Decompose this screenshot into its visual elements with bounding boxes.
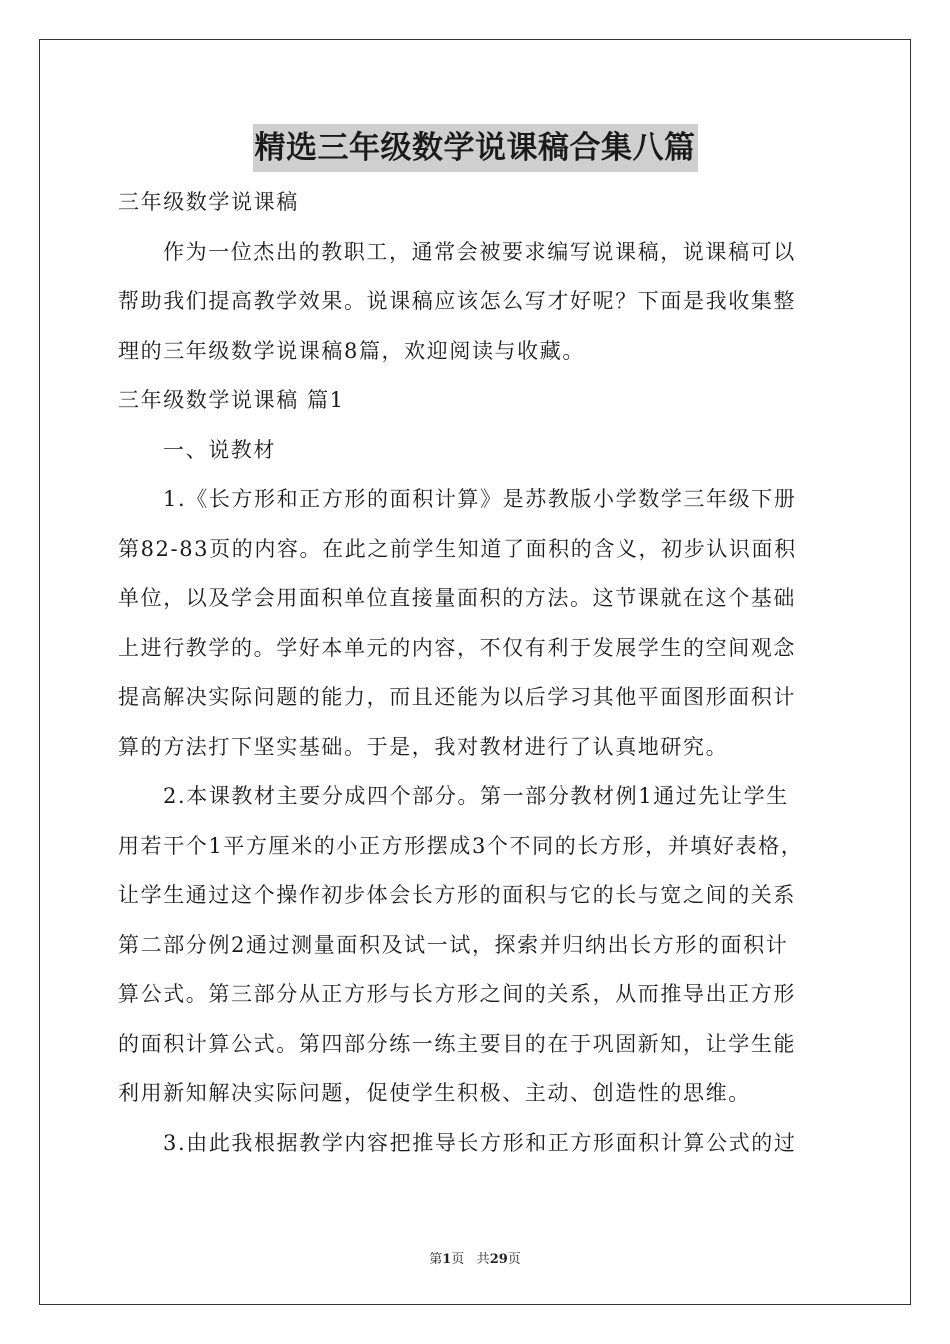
text-line: 理的三年级数学说课稿8篇，欢迎阅读与收藏。 [118,338,585,363]
text-line: 2.本课教材主要分成四个部分。第一部分教材例1通过先让学生 [163,784,789,808]
text-line: 1.《长方形和正方形的面积计算》是苏教版小学数学三年级下册 [163,487,797,511]
page-number: 1 [442,1252,452,1267]
text-line: 算公式。第三部分从正方形与长方形之间的关系，从而推导出正方形 [118,982,796,1006]
text-line: 三年级数学说课稿 篇1 [118,388,345,412]
text-line: 一、说教材 [163,437,276,462]
total-suffix: 页 [507,1252,521,1267]
text-line: 第82-83页的内容。在此之前学生知道了面积的含义，初步认识面积 [118,536,797,561]
total-pages: 29 [489,1252,508,1267]
text-line: 的面积计算公式。第四部分练一练主要目的在于巩固新知，让学生能 [118,1031,796,1056]
text-line: 让学生通过这个操作初步体会长方形的面积与它的长与宽之间的关系 [118,883,796,907]
title-wrap [0,124,950,172]
text-line: 帮助我们提高教学效果。说课稿应该怎么写才好呢？下面是我收集整 [118,289,796,313]
text-line: 提高解决实际问题的能力，而且还能为以后学习其他平面图形面积计 [118,685,796,709]
page-prefix: 第 [429,1252,443,1267]
text-line: 用若干个1平方厘米的小正方形摆成3个不同的长方形，并填好表格， [118,833,804,858]
text-line: 单位，以及学会用面积单位直接量面积的方法。这节课就在这个基础 [118,586,796,610]
text-line: 作为一位杰出的教职工，通常会被要求编写说课稿，说课稿可以 [163,239,796,264]
total-prefix: 共 [476,1252,490,1267]
text-line: 算的方法打下坚实基础。于是，我对教材进行了认真地研究。 [118,734,729,759]
page-suffix: 页 [451,1252,465,1267]
text-line: 三年级数学说课稿 [118,190,299,214]
page-footer [0,1248,950,1267]
text-line: 3.由此我根据教学内容把推导长方形和正方形面积计算公式的过 [163,1130,797,1155]
text-line: 第二部分例2通过测量面积及试一试，探索并归纳出长方形的面积计 [118,932,789,957]
document-title: 精选三年级数学说课稿合集八篇 [253,124,698,172]
document-body [118,178,838,1168]
text-line: 利用新知解决实际问题，促使学生积极、主动、创造性的思维。 [118,1081,751,1105]
text-line: 上进行教学的。学好本单元的内容，不仅有利于发展学生的空间观念 [118,635,796,660]
